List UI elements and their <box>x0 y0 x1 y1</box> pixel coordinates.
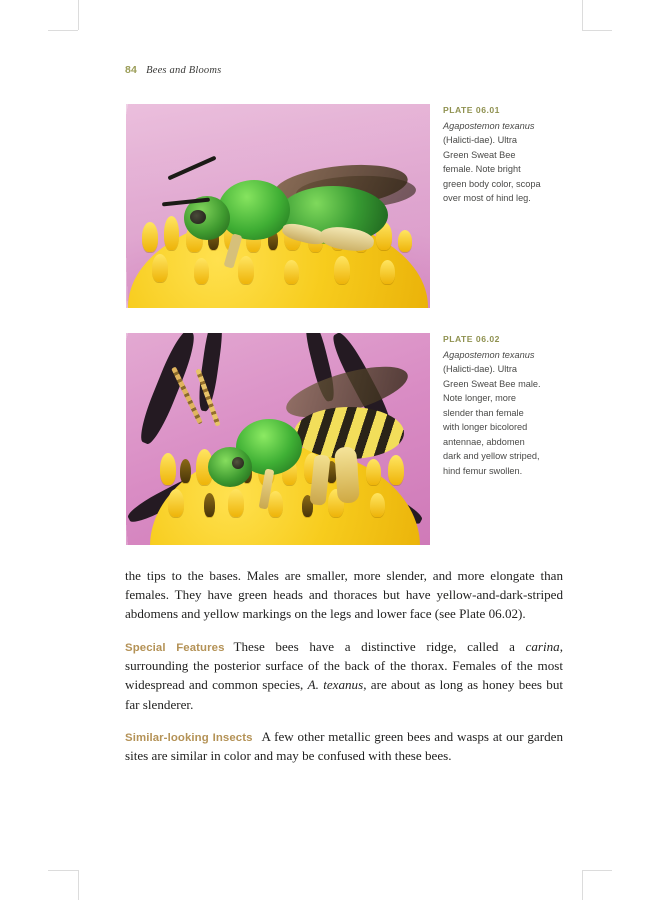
paragraph-continuation: the tips to the bases. Males are smaller, more slender, and more elongate than females. They have green heads and thoraces but have yellow-and-dark-striped abdomens and yellow markings on the legs and lower face (see Plate 06.02). <box>125 568 563 622</box>
species-name-0601: Agapostemon texanus <box>443 120 535 131</box>
figure-plate-0601 <box>126 104 430 308</box>
bee-female-illustration <box>178 160 408 256</box>
sf-part-3: , are about as long as honey bees but far slenderer. <box>125 677 564 712</box>
sf-part-1: These bees have a distinctive ridge, called a <box>233 638 526 654</box>
sf-italic-carina: carina <box>525 638 560 654</box>
photo-bee-male <box>126 333 430 545</box>
caption-plate-0601 <box>443 104 541 206</box>
paragraph-similar-looking-insects <box>125 727 563 766</box>
body-text <box>125 566 563 766</box>
caption-plate-0602 <box>443 333 541 478</box>
plate-label-0602: PLATE 06.02 <box>443 334 500 344</box>
sf-italic-a-texanus: A. texanus <box>307 677 364 693</box>
caption-text-0602: (Halicti-dae). Ultra Green Sweat Bee male. Note longer, more slender than female with longer bicolored antennae, abdomen dark and yellow striped, hind femur swollen. <box>443 364 541 476</box>
species-name-0602: Agapostemon texanus <box>443 349 535 360</box>
photo-bee-female <box>126 104 430 308</box>
bee-male-illustration <box>200 371 420 491</box>
caption-text-0601: (Halicti-dae). Ultra Green Sweat Bee female. Note bright green body color, scopa over most of hind leg. <box>443 135 541 204</box>
paragraph-special-features <box>125 637 563 714</box>
runin-heading-special-features: Special Features <box>125 641 225 654</box>
running-title: Bees and Blooms <box>146 65 222 76</box>
runin-heading-similar-looking-insects: Similar-looking Insects <box>125 731 253 744</box>
sli-text: A few other metallic green bees and wasps at our garden sites are similar in color and may be confused with these bees. <box>125 728 563 764</box>
page-number: 84 <box>125 64 138 76</box>
sf-part-2: , surrounding the posterior surface of the back of the thorax. Females of the most widespread and common species, <box>125 638 563 693</box>
plate-label-0601: PLATE 06.01 <box>443 105 500 115</box>
running-head <box>125 64 221 76</box>
figure-plate-0602 <box>126 333 430 545</box>
